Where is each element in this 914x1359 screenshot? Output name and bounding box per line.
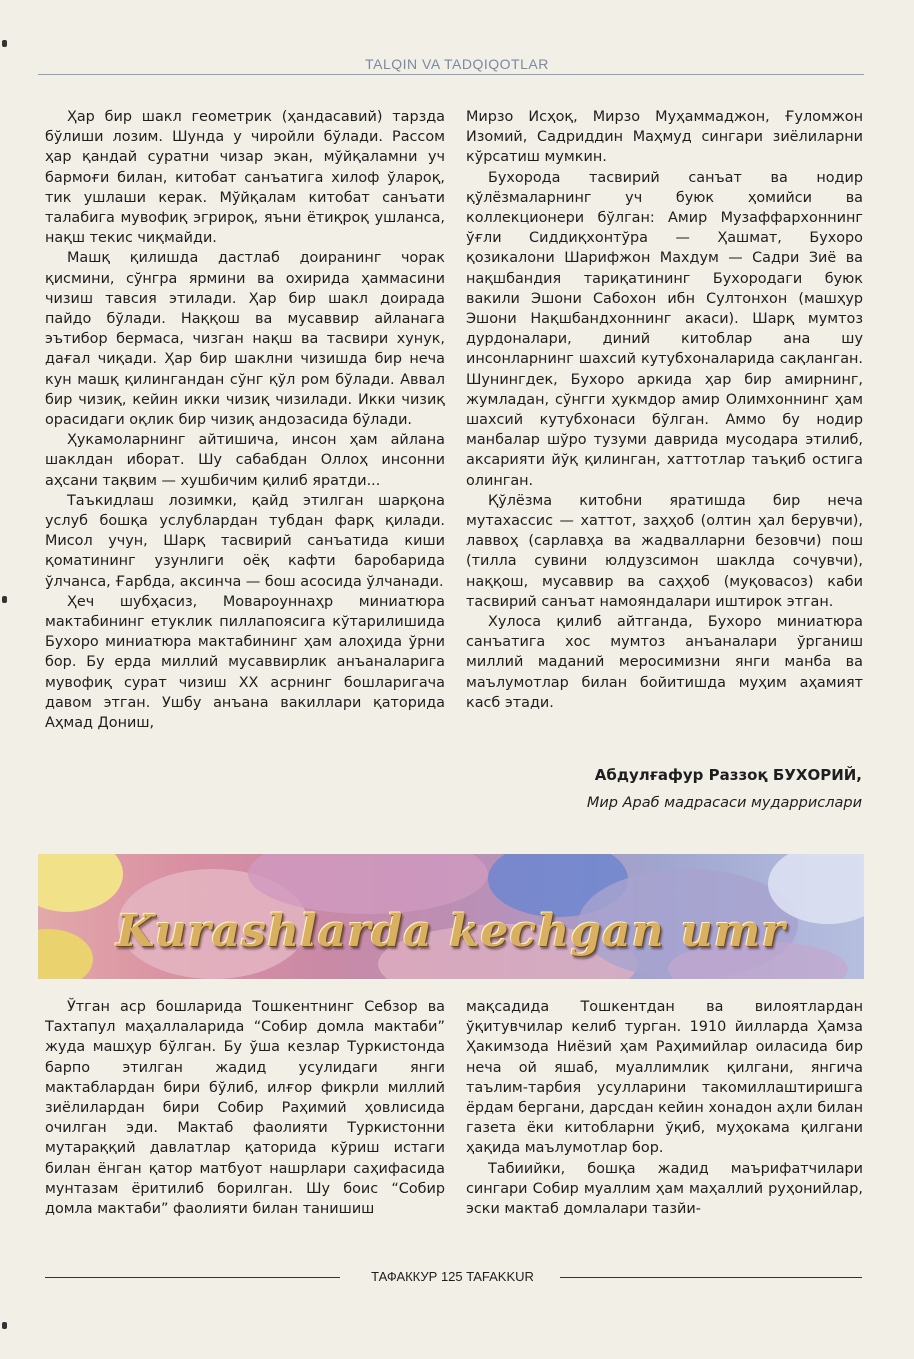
paragraph: Қўлёзма китобни яратишда бир неча мутахассис — хаттот, заҳҳоб (олтин ҳал берувчи), лаввоҳ (сарлавҳа ва жадвалларни безовчи) пош (тилла сувини юлдузсимон шаклда сочувчи), наққош, мусаввир ва саҳҳоб (муқовасоз) каби тасвирий санъат намояндалари иштирок этган.	[466, 492, 863, 610]
article2-left-column	[45, 997, 445, 1219]
article-title-banner	[38, 854, 864, 979]
author-role: Мир Араб мадрасаси мударрислари	[586, 795, 862, 811]
article2-right-column	[466, 997, 863, 1219]
paragraph: Бухорода тасвирий санъат ва нодир қўлёзмаларнинг уч буюк ҳомийси ва коллекционери бўлган: Амир Музаффархоннинг ўғли Сиддиқхонтўра — Ҳашмат, Бухоро қозикалони Шарифжон Махдум — Садри Зиё ва нақшбандия тариқатининг Бухородаги буюк вакили Эшони Сабохон ибн Султонхон (машҳур Эшони Нақшбандхоннинг акаси). Шарқ мумтоз дурдоналари, диний китоблар ана шу инсонларнинг шахсий кутубхоналарида сақланган. Шунингдек, Бухоро аркида ҳар бир амирнинг, жумладан, сўнгги ҳукмдор амир Олимхоннинг ҳам шахсий кутубхонаси бўлган. Аммо бу нодир манбалар шўро тузуми даврида мусодара этилиб, аксарияти йўқ қилинган, хаттотлар таъқиб остига олинган.	[466, 169, 863, 489]
paragraph-continuation: Мирзо Исҳоқ, Мирзо Муҳаммаджон, Ғуломжон Изомий, Садриддин Маҳмуд сингари зиёлиларни кўрсатиш мумкин.	[466, 109, 863, 166]
paragraph-continuation: мақсадида Тошкентдан ва вилоятлардан ўқитувчилар келиб турган. 1910 йилларда Ҳамза Ҳакимзода Ниёзий ҳам Раҳимийлар оиласида бир неча ой яшаб, муаллимлик қилгани, янгича таълим-тарбия усулларини такомиллаштиришга ёрдам бергани, дарсдан кейин хонадон аҳли билан газета ёки китобларни ўқиб, муҳокама қилгани ҳақида маълумотлар бор.	[466, 999, 863, 1157]
paragraph: Табиийки, бошқа жадид маърифатчилари сингари Собир муаллим ҳам маҳаллий руҳонийлар, эски мактаб домлалари тазйи-	[466, 1160, 863, 1218]
paragraph: Таъкидлаш лозимки, қайд этилган шарқона услуб бошқа услублардан тубдан фарқ қилади. Мисол учун, Шарқ тасвирий санъатида киши қоматининг узунлиги оёқ кафти баробарида ўлчанса, Ғарбда, аксинча — бош асосида ўлчанади.	[45, 492, 445, 590]
paragraph: Хулоса қилиб айтганда, Бухоро миниатюра санъатига хос мумтоз анъаналари ўрганиш миллий маданий меросимизни янги манба ва маълумотлар билан бойитишда муҳим аҳамият касб этади.	[466, 614, 863, 711]
article-title: Kurashlarda kechgan umr	[116, 906, 786, 957]
paragraph: Машқ қилишда дастлаб доиранинг чорак қисмини, сўнгра ярмини ва охирида ҳаммасини чизиш тавсия этилади. Ҳар бир шакл доирада пайдо бўлади. Наққош ва мусаввир айланага эътибор бермаса, чизган нақш ва тасвири хунук, дағал чиқади. Ҳар бир шаклни чизишда бир неча кун машқ қилингандан сўнг қўл ром бўлади. Аввал бир чизиқ, кейин икки чизиқ чизилади. Икки чизиқ орасидаги оқлик бир чизиқ андозасида бўлади.	[45, 250, 445, 429]
article1-right-column	[466, 107, 863, 713]
paragraph: Ҳукамоларнинг айтишича, инсон ҳам айлана шаклдан иборат. Шу сабабдан Оллоҳ инсонни аҳсани тақвим — хушбичим қилиб яратди...	[45, 432, 445, 489]
footer-divider-right	[560, 1277, 862, 1278]
page-footer: ТАФАККУР 125 TAFAKKUR	[371, 1269, 534, 1284]
author-name: Абдулғафур Раззоқ БУХОРИЙ,	[594, 766, 862, 784]
header-divider	[38, 74, 864, 75]
section-header: TALQIN VA TADQIQOTLAR	[365, 56, 549, 72]
article1-left-column	[45, 107, 445, 733]
paragraph: Ҳар бир шакл геометрик (ҳандасавий) тарзда бўлиши лозим. Шунда у чиройли бўлади. Рассом ҳар қандай суратни чизар экан, мўйқаламни уч бармоғи билан, китобат санъатига хилоф ўлароқ, тик ушлаши керак. Мўйқалам китобат санъати талабига мувофиқ эгрироқ, яъни ётиқроқ ушланса, нақш текис чиқмайди.	[45, 109, 445, 247]
paragraph: Ҳеч шубҳасиз, Мовароуннаҳр миниатюра мактабининг етуклик пиллапоясига кўтарилишида Бухоро миниатюра мактабининг ҳам алоҳида ўрни бор. Бу ерда миллий мусаввирлик анъаналарига мувофиқ сурат чизиш XX асрнинг бошларигача давом этган. Ушбу анъана вакиллари қаторида Аҳмад Дониш,	[45, 593, 445, 732]
binder-hole	[2, 40, 7, 47]
footer-divider-left	[45, 1277, 340, 1278]
binder-hole	[2, 596, 7, 603]
paragraph: Ўтган аср бошларида Тошкентнинг Себзор ва Тахтапул маҳаллаларида “Собир домла мактаби” жуда машҳур бўлган. Бу ўша кезлар Туркистонда барпо этилган жадид усулидаги янги мактаблардан бири бўлиб, илғор фикрли миллий зиёлилардан бири Собир Раҳимий ҳовлисида очилган эди. Мактаб фаолияти Туркистонни мутараққий давлатлар қаторида кўриш истаги билан ёнган қатор матбуот нашрлари саҳифасида мунтазам ёритилиб борилган. Шу боис “Собир домла мактаби” фаолияти билан танишиш	[45, 999, 445, 1218]
binder-hole	[2, 1322, 7, 1329]
